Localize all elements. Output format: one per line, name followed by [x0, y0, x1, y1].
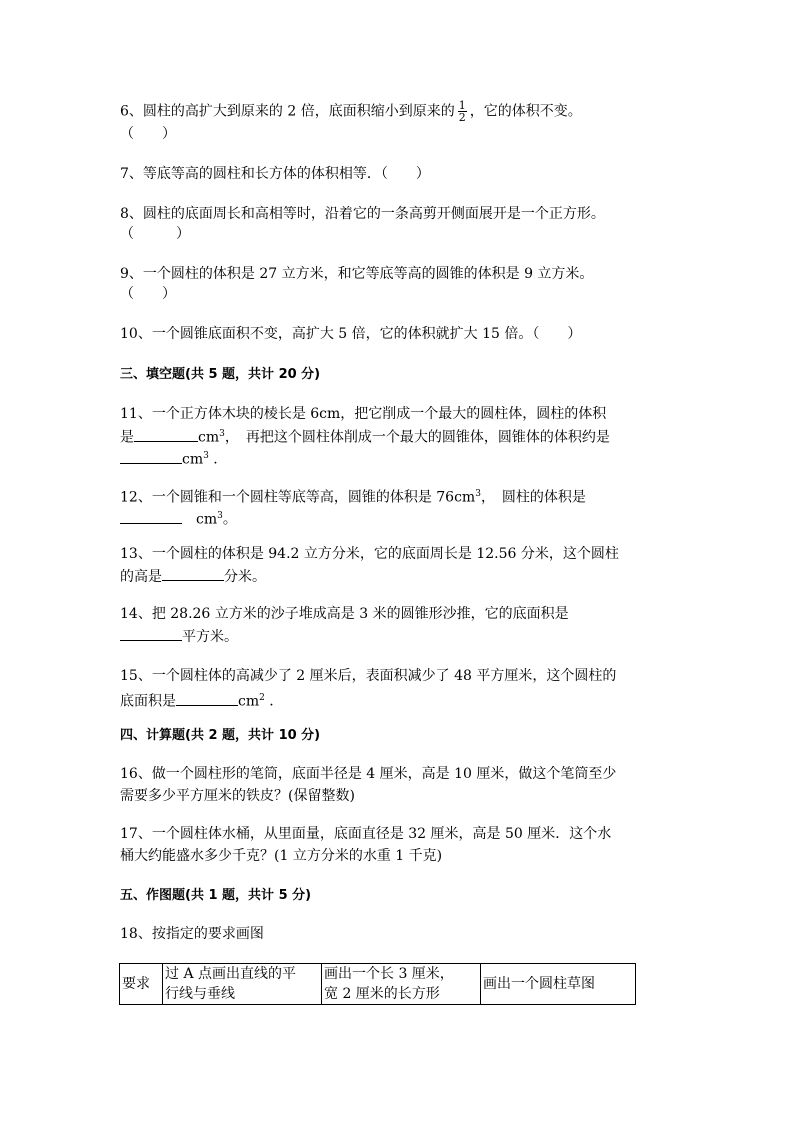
unit-exponent: 3 [475, 489, 481, 499]
unit: cm [238, 693, 260, 710]
q11-text: 是 [120, 429, 134, 446]
question-10: 10、一个圆锥底面积不变，高扩大 5 倍，它的体积就扩大 15 倍。（ ） [120, 326, 582, 342]
answer-blank[interactable] [120, 509, 182, 524]
question-6 [120, 100, 582, 123]
cell-text: 行线与垂线 [165, 986, 235, 1002]
question-9: 9、一个圆柱的体积是 27 立方米，和它等底等高的圆锥的体积是 9 立方米。 [120, 266, 594, 282]
q16-line2: 需要多少平方厘米的铁皮？(保留整数) [120, 788, 355, 804]
q13-text: 分米。 [224, 569, 266, 585]
question-13: 13、一个圆柱的体积是 94.2 立方分米，它的底面周长是 12.56 分米，这个圆柱 [120, 546, 619, 562]
q15-text: 底面积是 [120, 693, 176, 710]
q6-answer-paren: （ ） [120, 126, 176, 142]
q13-line2 [120, 566, 266, 587]
table-cell-rectangle [322, 964, 481, 1005]
question-8: 8、圆柱的底面周长和高相等时，沿着它的一条高剪开侧面展开是一个正方形。 [120, 206, 605, 222]
table-cell-parallel-perpendicular [163, 964, 322, 1005]
answer-blank[interactable] [120, 449, 182, 464]
table-cell-requirement-label: 要求 [120, 964, 163, 1005]
unit: cm [198, 429, 220, 446]
unit-exponent: 3 [217, 511, 223, 521]
q11-line2 [120, 424, 610, 448]
unit-exponent: 3 [219, 429, 225, 439]
q17-line2: 桶大约能盛水多少千克？(1 立方分米的水重 1 千克) [120, 848, 443, 864]
q8-answer-paren: （ ） [120, 226, 190, 242]
q9-answer-paren: （ ） [120, 286, 176, 302]
q14-line2 [120, 626, 238, 647]
q12-line2 [120, 506, 237, 530]
section-4-heading: 四、计算题(共 2 题，共计 10 分) [120, 728, 321, 743]
answer-blank[interactable] [134, 427, 198, 442]
answer-blank[interactable] [176, 691, 238, 706]
table-row [120, 964, 636, 1005]
question-18: 18、按指定的要求画图 [120, 926, 264, 942]
question-17: 17、一个圆柱体水桶，从里面量，底面直径是 32 厘米，高是 50 厘米．这个水 [120, 826, 612, 842]
fraction-half [458, 100, 467, 123]
cell-text: 过 A 点画出直线的平 [165, 966, 297, 982]
q12-text: ， 圆柱的体积是 [480, 489, 586, 506]
q15-text: . [264, 693, 274, 710]
question-11: 11、一个正方体木块的棱长是 6cm，把它削成一个最大的圆柱体，圆柱的体积 [120, 406, 607, 422]
question-16: 16、做一个圆柱形的笔筒，底面半径是 4 厘米，高是 10 厘米，做这个笔筒至少 [120, 766, 617, 782]
answer-blank[interactable] [162, 566, 224, 581]
unit-exponent: 2 [259, 693, 265, 703]
q15-line2 [120, 688, 274, 712]
cell-text: 宽 2 厘米的长方形 [324, 986, 440, 1002]
q6-text: 6、圆柱的高扩大到原来的 2 倍，底面积缩小到原来的 [120, 103, 455, 120]
unit: cm [182, 511, 218, 528]
unit: cm [182, 451, 204, 468]
q11-text: . [208, 451, 218, 468]
unit-exponent: 3 [203, 451, 209, 461]
fraction-numerator: 1 [458, 99, 466, 112]
answer-blank[interactable] [120, 626, 182, 641]
section-3-heading: 三、填空题(共 5 题，共计 20 分) [120, 367, 321, 382]
cell-text: 画出一个长 3 厘米， [324, 966, 454, 982]
q6-text-end: ，它的体积不变。 [469, 103, 582, 120]
drawing-requirements-table [119, 963, 636, 1005]
q11-line3 [120, 446, 218, 470]
q14-text: 平方米。 [182, 629, 238, 645]
question-7: 7、等底等高的圆柱和长方体的体积相等．（ ） [120, 166, 430, 182]
section-5-heading: 五、作图题(共 1 题，共计 5 分) [120, 888, 312, 903]
question-14: 14、把 28.26 立方米的沙子堆成高是 3 米的圆锥形沙推，它的底面积是 [120, 606, 569, 622]
q11-text: ， 再把这个圆柱体削成一个最大的圆锥体，圆锥体的体积约是 [224, 429, 610, 446]
q13-text: 的高是 [120, 569, 162, 585]
table-cell-cylinder-sketch: 画出一个圆柱草图 [481, 964, 636, 1005]
q12-text: 。 [222, 511, 237, 528]
question-15: 15、一个圆柱体的高减少了 2 厘米后，表面积减少了 48 平方厘米，这个圆柱的 [120, 668, 617, 684]
question-12 [120, 484, 586, 508]
fraction-denominator: 2 [458, 111, 466, 124]
q12-text: 12、一个圆锥和一个圆柱等底等高，圆锥的体积是 76cm [120, 489, 476, 506]
